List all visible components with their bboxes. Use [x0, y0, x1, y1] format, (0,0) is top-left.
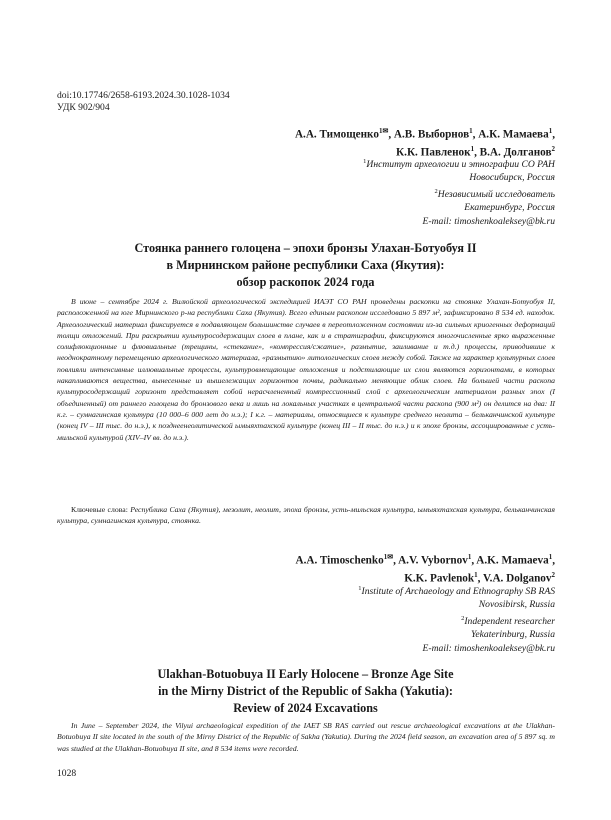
ru-keywords [57, 504, 555, 527]
udk: УДК 902/904 [57, 102, 110, 113]
ru-email: E-mail: timoshenkoaleksey@bk.ru [422, 215, 555, 227]
en-authors-line1 [75, 550, 555, 568]
en-aff2-text: Independent researcher [464, 615, 555, 627]
ru-affiliations [75, 155, 555, 228]
ru-author-3: , А.К. Мамаева [472, 128, 549, 141]
en-authors [75, 550, 555, 586]
en-author-2: , A.V. Vybornov [393, 554, 468, 567]
sup: 1 [548, 553, 553, 561]
sup: 1 [363, 158, 367, 165]
ru-aff1-city: Новосибирск, Россия [469, 172, 555, 184]
ru-aff1 [75, 155, 555, 171]
envelope-icon: ✉ [387, 553, 394, 561]
en-author-3: , A.K. Mamaeva [471, 554, 549, 567]
ru-author-1: А.А. Тимощенко [294, 128, 379, 141]
en-aff1-text: Institute of Archaeology and Ethnography SB RAS [361, 586, 555, 598]
en-title-line2: in the Mirny District of the Republic of Sakha (Yakutia): [158, 684, 453, 698]
sup: 1 [383, 553, 388, 561]
ru-aff2-city: Екатеринбург, Россия [464, 202, 555, 214]
sup: 1 [358, 585, 362, 592]
en-aff1 [75, 582, 555, 598]
en-title [40, 666, 571, 717]
ru-authors-line1 [75, 124, 555, 142]
en-title-line1: Ulakhan-Botuobuya II Early Holocene – Bronze Age Site [157, 667, 454, 681]
envelope-icon: ✉ [382, 127, 389, 135]
ru-abstract [57, 296, 555, 443]
ru-aff1-text: Институт археологии и этнографии СО РАН [366, 159, 555, 171]
sup: 2 [434, 187, 438, 195]
en-abstract [57, 720, 555, 754]
keywords-list: Республика Саха (Якутия), мезолит, неолит, эпоха бронзы, усть-мильская культура, ымыяхтахская культура, бельканчинская культура, сумнагинская культура, стоянка. [57, 505, 555, 526]
ru-title-line1: Стоянка раннего голоцена – эпохи бронзы Улахан-Ботуобуя II [134, 241, 477, 255]
en-aff2 [75, 612, 555, 628]
ru-author-2: , А.В. Выборнов [388, 128, 470, 141]
en-author-4: K.K. Pavlenok [404, 572, 475, 585]
comma: , [552, 554, 555, 567]
ru-aff2 [75, 185, 555, 201]
sup: 1 [378, 127, 383, 135]
ru-title-line3: обзор раскопок 2024 года [236, 275, 375, 289]
ru-title-line2: в Мирнинском районе республики Саха (Якутия): [166, 258, 445, 272]
comma: , [552, 128, 555, 141]
en-affiliations [75, 582, 555, 655]
ru-author-5: , В.А. Долганов [474, 146, 552, 159]
en-title-line3: Review of 2024 Excavations [233, 701, 378, 715]
en-author-1: A.A. Timoschenko [295, 554, 384, 567]
en-abstract-text: In June – September 2024, the Vilyui archaeological expedition of the IAET SB RAS carried out rescue archaeological excavations at the Ulakhan-Botuobuya II site located in the south of the Mirny District of the Republic of Sakha (Yakutia). During the 2024 field season, an excavation area of 5 897 sq. m was studied at the Ulakhan-Botuobuya II site, and 8 534 items were recorded. [57, 721, 555, 753]
sup: 1 [467, 553, 472, 561]
sup: 1 [474, 571, 478, 580]
ru-author-4: К.К. Павленок [396, 146, 471, 159]
en-aff1-city: Novosibirsk, Russia [478, 599, 555, 611]
keywords-label: Ключевые слова: [71, 505, 131, 514]
en-author-5: , V.A. Dolganov [477, 572, 552, 585]
sup: 2 [461, 614, 465, 622]
sup: 1 [469, 127, 473, 135]
sup: 2 [551, 571, 555, 580]
ru-abstract-text: В июне – сентябре 2024 г. Вилюйской археологической экспедицией ИАЭТ СО РАН проведены раскопки на стоянке Улахан-Ботуобуя II, расположенной на юге Мирнинского р-на республики Саха (Якутия). Всего единым раскопом исследовано 5 897 м², зафиксировано 8 534 ед. находок. Археологический материал фиксируется в подавляющем большинстве случаев в переотложенном состоянии из-за сильных криогенных деформаций толщи отложений. При раскрытии культуросодержащих слоев в плане, как и в стратиграфии, фиксируются многочисленные ярко выраженные солифлюкционные и флювиальные (трещины, «стекание», «компрессия/сжатие», размытие, заиливание и т.д.) процессы, приводившие к неоднократному перемещению археологического материала, «размытию» литологических слоев между собой. Также на характер культурных слоев повлияли интенсивные иллювиальные процессы, культуровмещающие отложения и подстилающие их слои являются горизонтами, в которых накапливаются вещества, вынесенные из вышележащих горизонтов почвы, радикально меняющие облик слоев. На большей части раскопа культуросодержащий горизонт представляет собой нерасчлененный компрессионный слой с археологическим материалом разных эпох (I объединенный) от раннего голоцена до бронзового века и лишь на локальных участках в центральной части раскопа (900 м²) он делится на два: II к.г. – сумнагинская культура (10 000–6 000 лет до н.э.); I к.г. – материалы, относящиеся к культуре среднего неолита – бельканчинской культуре (конец IV – III тыс. до н.э.), к позднеенеолитической ымыяхтахской культуре (конец III – II тыс. до н.э.) и к эпохе бронзы, ассоциированные с усть-мильской культурой (XIV–IV вв. до н.э.). [57, 297, 555, 442]
doi: doi:10.17746/2658-6193.2024.30.1028-1034 [57, 90, 230, 101]
ru-aff2-text: Независимый исследователь [437, 188, 555, 200]
ru-title [40, 240, 571, 291]
en-email: E-mail: timoshenkoaleksey@bk.ru [422, 642, 555, 654]
sup: 2 [551, 145, 555, 154]
sup: 1 [548, 127, 553, 135]
page-number: 1028 [57, 768, 77, 779]
sup: 1 [470, 145, 475, 154]
ru-keywords-text [57, 504, 555, 527]
en-aff2-city: Yekaterinburg, Russia [470, 629, 555, 641]
